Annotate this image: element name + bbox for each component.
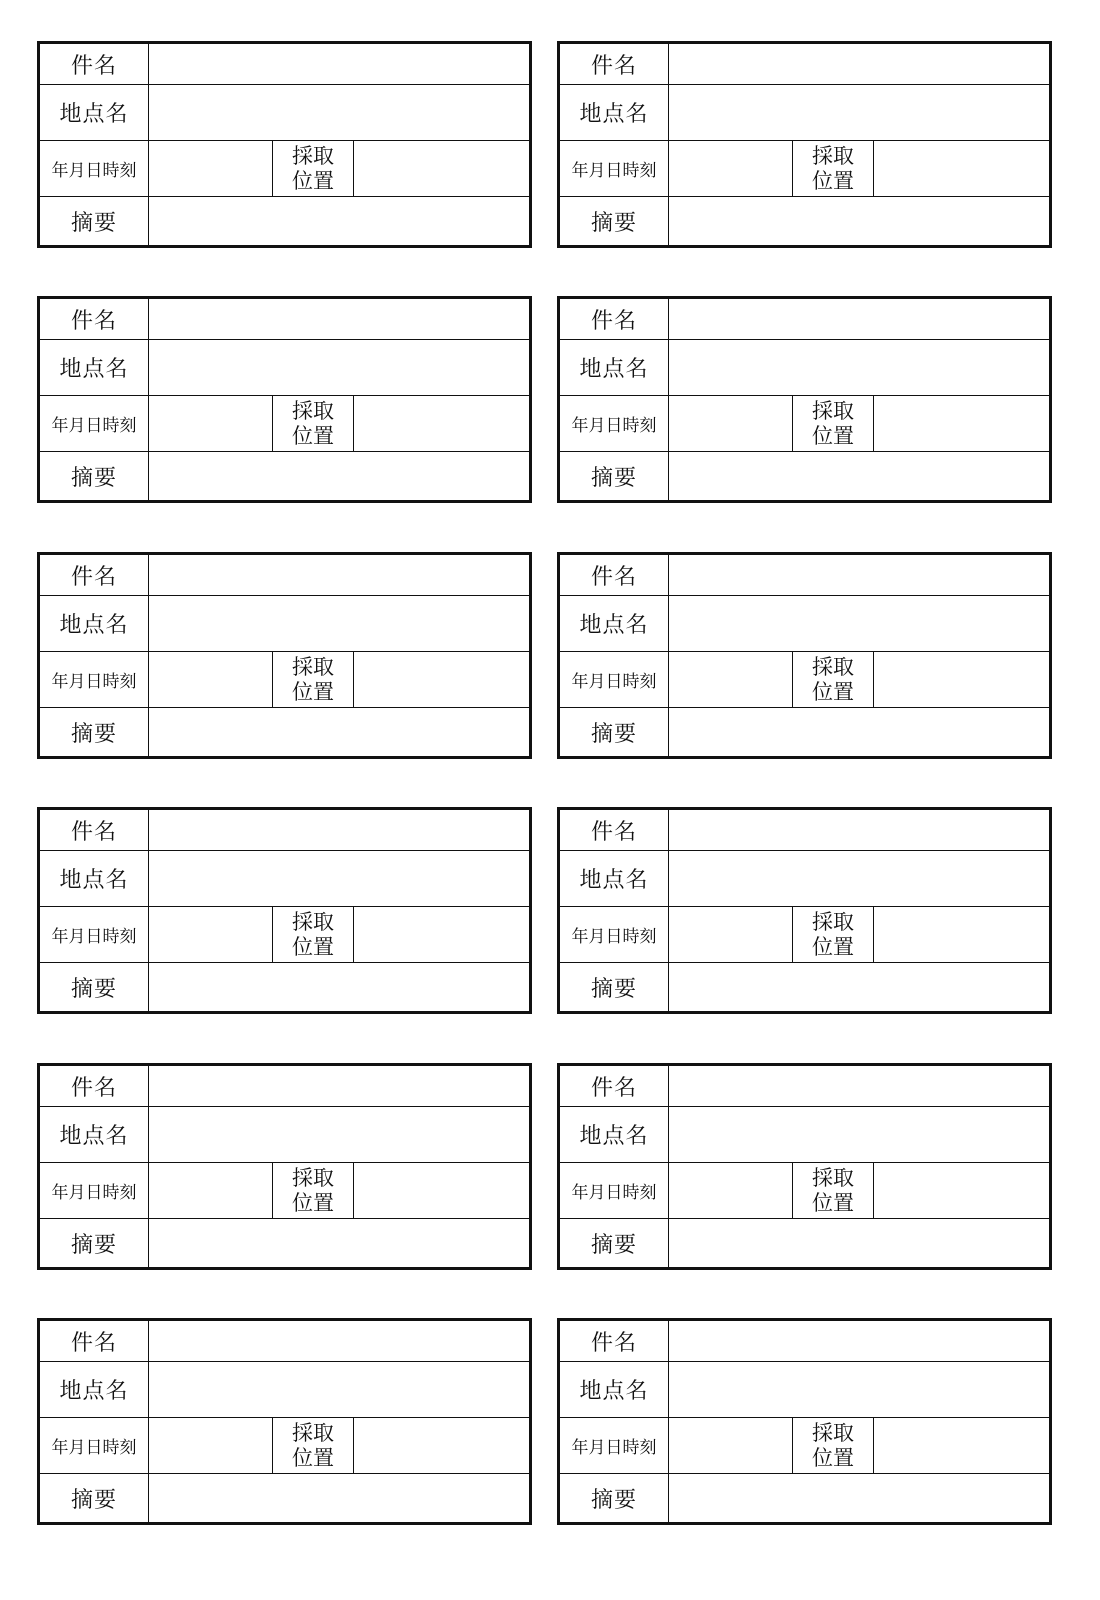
sampling-position-label-line2: 位置 bbox=[292, 1445, 334, 1470]
datetime-field[interactable] bbox=[669, 396, 792, 451]
datetime-row bbox=[560, 907, 1049, 963]
case-name-row bbox=[40, 1321, 529, 1362]
case-name-label: 件名 bbox=[560, 1321, 669, 1361]
sampling-position-label bbox=[272, 1418, 354, 1473]
summary-field[interactable] bbox=[669, 197, 1049, 245]
sampling-position-label-line1: 採取 bbox=[812, 909, 854, 934]
datetime-label: 年月日時刻 bbox=[40, 907, 149, 962]
case-name-row bbox=[40, 44, 529, 85]
summary-row bbox=[40, 1219, 529, 1267]
site-name-row bbox=[560, 1107, 1049, 1163]
sampling-position-label-line2: 位置 bbox=[812, 168, 854, 193]
case-name-field[interactable] bbox=[669, 1321, 1049, 1361]
sampling-position-label bbox=[272, 141, 354, 196]
summary-field[interactable] bbox=[149, 1219, 529, 1267]
case-name-label: 件名 bbox=[560, 1066, 669, 1106]
case-name-field[interactable] bbox=[669, 1066, 1049, 1106]
summary-row bbox=[40, 197, 529, 245]
datetime-field[interactable] bbox=[149, 141, 272, 196]
site-name-field[interactable] bbox=[669, 596, 1049, 651]
site-name-label: 地点名 bbox=[560, 340, 669, 395]
sampling-position-label-line2: 位置 bbox=[812, 1190, 854, 1215]
datetime-label: 年月日時刻 bbox=[560, 1163, 669, 1218]
datetime-field[interactable] bbox=[669, 907, 792, 962]
site-name-row bbox=[560, 85, 1049, 141]
summary-label: 摘要 bbox=[560, 197, 669, 245]
summary-label: 摘要 bbox=[560, 1474, 669, 1522]
summary-row bbox=[560, 963, 1049, 1011]
datetime-row bbox=[40, 396, 529, 452]
sampling-position-label-line1: 採取 bbox=[812, 654, 854, 679]
site-name-field[interactable] bbox=[149, 596, 529, 651]
sampling-position-label-line2: 位置 bbox=[812, 934, 854, 959]
summary-label: 摘要 bbox=[40, 708, 149, 756]
site-name-field[interactable] bbox=[669, 1362, 1049, 1417]
datetime-row bbox=[40, 907, 529, 963]
datetime-row bbox=[560, 652, 1049, 708]
sampling-position-label-line2: 位置 bbox=[292, 1190, 334, 1215]
sampling-position-field[interactable] bbox=[874, 652, 1049, 707]
sampling-position-field[interactable] bbox=[874, 396, 1049, 451]
sampling-position-label-line2: 位置 bbox=[812, 1445, 854, 1470]
summary-row bbox=[40, 1474, 529, 1522]
summary-label: 摘要 bbox=[560, 1219, 669, 1267]
case-name-row bbox=[560, 44, 1049, 85]
datetime-field[interactable] bbox=[669, 1418, 792, 1473]
datetime-row bbox=[560, 396, 1049, 452]
datetime-field[interactable] bbox=[149, 396, 272, 451]
summary-field[interactable] bbox=[149, 963, 529, 1011]
sampling-position-field[interactable] bbox=[874, 907, 1049, 962]
sampling-position-label-line1: 採取 bbox=[292, 1165, 334, 1190]
site-name-row bbox=[40, 1362, 529, 1418]
summary-label: 摘要 bbox=[560, 708, 669, 756]
datetime-row bbox=[40, 1163, 529, 1219]
site-name-row bbox=[40, 596, 529, 652]
case-name-row bbox=[40, 299, 529, 340]
sampling-position-label-line1: 採取 bbox=[292, 654, 334, 679]
sampling-position-label-line1: 採取 bbox=[292, 398, 334, 423]
site-name-label: 地点名 bbox=[560, 851, 669, 906]
datetime-row bbox=[560, 1418, 1049, 1474]
site-name-row bbox=[40, 340, 529, 396]
sampling-position-field[interactable] bbox=[874, 141, 1049, 196]
case-name-label: 件名 bbox=[560, 555, 669, 595]
case-name-field[interactable] bbox=[149, 1321, 529, 1361]
sample-label-card bbox=[557, 807, 1052, 1014]
case-name-field[interactable] bbox=[149, 299, 529, 339]
case-name-row bbox=[560, 1066, 1049, 1107]
datetime-label: 年月日時刻 bbox=[560, 141, 669, 196]
case-name-field[interactable] bbox=[149, 1066, 529, 1106]
datetime-label: 年月日時刻 bbox=[560, 652, 669, 707]
datetime-row bbox=[560, 141, 1049, 197]
case-name-row bbox=[560, 810, 1049, 851]
case-name-field[interactable] bbox=[149, 810, 529, 850]
site-name-label: 地点名 bbox=[40, 596, 149, 651]
summary-row bbox=[560, 708, 1049, 756]
datetime-label: 年月日時刻 bbox=[560, 1418, 669, 1473]
sampling-position-label-line2: 位置 bbox=[292, 168, 334, 193]
sample-label-card bbox=[37, 296, 532, 503]
site-name-label: 地点名 bbox=[40, 1362, 149, 1417]
site-name-row bbox=[40, 1107, 529, 1163]
case-name-label: 件名 bbox=[560, 810, 669, 850]
sample-label-card bbox=[557, 1063, 1052, 1270]
sampling-position-label-line1: 採取 bbox=[812, 1420, 854, 1445]
case-name-field[interactable] bbox=[149, 44, 529, 84]
site-name-field[interactable] bbox=[669, 851, 1049, 906]
summary-row bbox=[40, 963, 529, 1011]
case-name-row bbox=[40, 810, 529, 851]
sampling-position-field[interactable] bbox=[354, 396, 529, 451]
summary-label: 摘要 bbox=[40, 1474, 149, 1522]
sampling-position-field[interactable] bbox=[354, 652, 529, 707]
site-name-field[interactable] bbox=[669, 85, 1049, 140]
sampling-position-label bbox=[792, 141, 874, 196]
case-name-row bbox=[40, 555, 529, 596]
case-name-field[interactable] bbox=[149, 555, 529, 595]
case-name-label: 件名 bbox=[40, 299, 149, 339]
sample-label-card bbox=[557, 296, 1052, 503]
summary-label: 摘要 bbox=[40, 452, 149, 500]
sampling-position-field[interactable] bbox=[354, 1418, 529, 1473]
site-name-row bbox=[560, 596, 1049, 652]
case-name-row bbox=[560, 555, 1049, 596]
summary-field[interactable] bbox=[669, 708, 1049, 756]
summary-field[interactable] bbox=[149, 197, 529, 245]
summary-field[interactable] bbox=[669, 1219, 1049, 1267]
site-name-row bbox=[40, 851, 529, 907]
case-name-label: 件名 bbox=[40, 1066, 149, 1106]
site-name-label: 地点名 bbox=[40, 340, 149, 395]
site-name-label: 地点名 bbox=[40, 1107, 149, 1162]
case-name-field[interactable] bbox=[669, 299, 1049, 339]
site-name-row bbox=[560, 1362, 1049, 1418]
case-name-field[interactable] bbox=[669, 44, 1049, 84]
sampling-position-label-line1: 採取 bbox=[812, 398, 854, 423]
case-name-label: 件名 bbox=[560, 299, 669, 339]
sample-label-card bbox=[557, 1318, 1052, 1525]
site-name-row bbox=[560, 851, 1049, 907]
case-name-label: 件名 bbox=[40, 555, 149, 595]
sample-label-card bbox=[37, 41, 532, 248]
site-name-label: 地点名 bbox=[40, 85, 149, 140]
sampling-position-label-line1: 採取 bbox=[292, 909, 334, 934]
sampling-position-label-line1: 採取 bbox=[812, 143, 854, 168]
summary-field[interactable] bbox=[149, 708, 529, 756]
datetime-label: 年月日時刻 bbox=[560, 907, 669, 962]
site-name-label: 地点名 bbox=[560, 1107, 669, 1162]
summary-label: 摘要 bbox=[560, 963, 669, 1011]
sampling-position-label-line2: 位置 bbox=[292, 423, 334, 448]
case-name-label: 件名 bbox=[40, 810, 149, 850]
datetime-label: 年月日時刻 bbox=[560, 396, 669, 451]
sampling-position-label bbox=[272, 396, 354, 451]
summary-field[interactable] bbox=[669, 1474, 1049, 1522]
sampling-position-field[interactable] bbox=[354, 1163, 529, 1218]
sampling-position-label-line2: 位置 bbox=[292, 934, 334, 959]
summary-label: 摘要 bbox=[40, 197, 149, 245]
case-name-label: 件名 bbox=[560, 44, 669, 84]
case-name-label: 件名 bbox=[40, 1321, 149, 1361]
datetime-label: 年月日時刻 bbox=[40, 1418, 149, 1473]
summary-row bbox=[560, 1219, 1049, 1267]
summary-label: 摘要 bbox=[40, 1219, 149, 1267]
site-name-label: 地点名 bbox=[560, 85, 669, 140]
sampling-position-label-line2: 位置 bbox=[812, 423, 854, 448]
datetime-field[interactable] bbox=[669, 1163, 792, 1218]
case-name-row bbox=[40, 1066, 529, 1107]
summary-field[interactable] bbox=[669, 452, 1049, 500]
site-name-field[interactable] bbox=[149, 340, 529, 395]
case-name-row bbox=[560, 1321, 1049, 1362]
site-name-field[interactable] bbox=[149, 1362, 529, 1417]
summary-row bbox=[40, 452, 529, 500]
sample-label-card bbox=[37, 807, 532, 1014]
summary-row bbox=[40, 708, 529, 756]
sampling-position-label-line1: 採取 bbox=[812, 1165, 854, 1190]
sampling-position-label-line2: 位置 bbox=[812, 679, 854, 704]
site-name-field[interactable] bbox=[669, 1107, 1049, 1162]
case-name-row bbox=[560, 299, 1049, 340]
sample-label-card bbox=[37, 1063, 532, 1270]
sampling-position-label bbox=[792, 907, 874, 962]
case-name-field[interactable] bbox=[669, 555, 1049, 595]
datetime-row bbox=[40, 1418, 529, 1474]
site-name-field[interactable] bbox=[149, 85, 529, 140]
sample-label-card bbox=[557, 41, 1052, 248]
summary-label: 摘要 bbox=[40, 963, 149, 1011]
datetime-row bbox=[40, 141, 529, 197]
datetime-field[interactable] bbox=[149, 907, 272, 962]
sampling-position-field[interactable] bbox=[354, 907, 529, 962]
sampling-position-label bbox=[792, 1163, 874, 1218]
datetime-row bbox=[40, 652, 529, 708]
site-name-field[interactable] bbox=[149, 851, 529, 906]
sampling-position-field[interactable] bbox=[874, 1418, 1049, 1473]
datetime-field[interactable] bbox=[669, 141, 792, 196]
datetime-field[interactable] bbox=[149, 1163, 272, 1218]
sampling-position-label bbox=[272, 652, 354, 707]
site-name-row bbox=[40, 85, 529, 141]
sample-label-card bbox=[37, 1318, 532, 1525]
summary-row bbox=[560, 197, 1049, 245]
sampling-position-field[interactable] bbox=[874, 1163, 1049, 1218]
sampling-position-label bbox=[272, 907, 354, 962]
sampling-position-label-line2: 位置 bbox=[292, 679, 334, 704]
sample-label-card bbox=[557, 552, 1052, 759]
sampling-position-label bbox=[272, 1163, 354, 1218]
datetime-label: 年月日時刻 bbox=[40, 652, 149, 707]
case-name-label: 件名 bbox=[40, 44, 149, 84]
summary-field[interactable] bbox=[149, 452, 529, 500]
site-name-label: 地点名 bbox=[560, 1362, 669, 1417]
case-name-field[interactable] bbox=[669, 810, 1049, 850]
sampling-position-label bbox=[792, 396, 874, 451]
datetime-field[interactable] bbox=[669, 652, 792, 707]
datetime-field[interactable] bbox=[149, 1418, 272, 1473]
datetime-label: 年月日時刻 bbox=[40, 396, 149, 451]
site-name-field[interactable] bbox=[669, 340, 1049, 395]
sampling-position-label-line1: 採取 bbox=[292, 143, 334, 168]
datetime-field[interactable] bbox=[149, 652, 272, 707]
site-name-label: 地点名 bbox=[40, 851, 149, 906]
datetime-row bbox=[560, 1163, 1049, 1219]
summary-field[interactable] bbox=[149, 1474, 529, 1522]
sampling-position-field[interactable] bbox=[354, 141, 529, 196]
sample-label-card bbox=[37, 552, 532, 759]
sampling-position-label bbox=[792, 1418, 874, 1473]
datetime-label: 年月日時刻 bbox=[40, 141, 149, 196]
site-name-row bbox=[560, 340, 1049, 396]
summary-row bbox=[560, 452, 1049, 500]
datetime-label: 年月日時刻 bbox=[40, 1163, 149, 1218]
sampling-position-label-line1: 採取 bbox=[292, 1420, 334, 1445]
summary-label: 摘要 bbox=[560, 452, 669, 500]
summary-row bbox=[560, 1474, 1049, 1522]
site-name-field[interactable] bbox=[149, 1107, 529, 1162]
summary-field[interactable] bbox=[669, 963, 1049, 1011]
sampling-position-label bbox=[792, 652, 874, 707]
site-name-label: 地点名 bbox=[560, 596, 669, 651]
